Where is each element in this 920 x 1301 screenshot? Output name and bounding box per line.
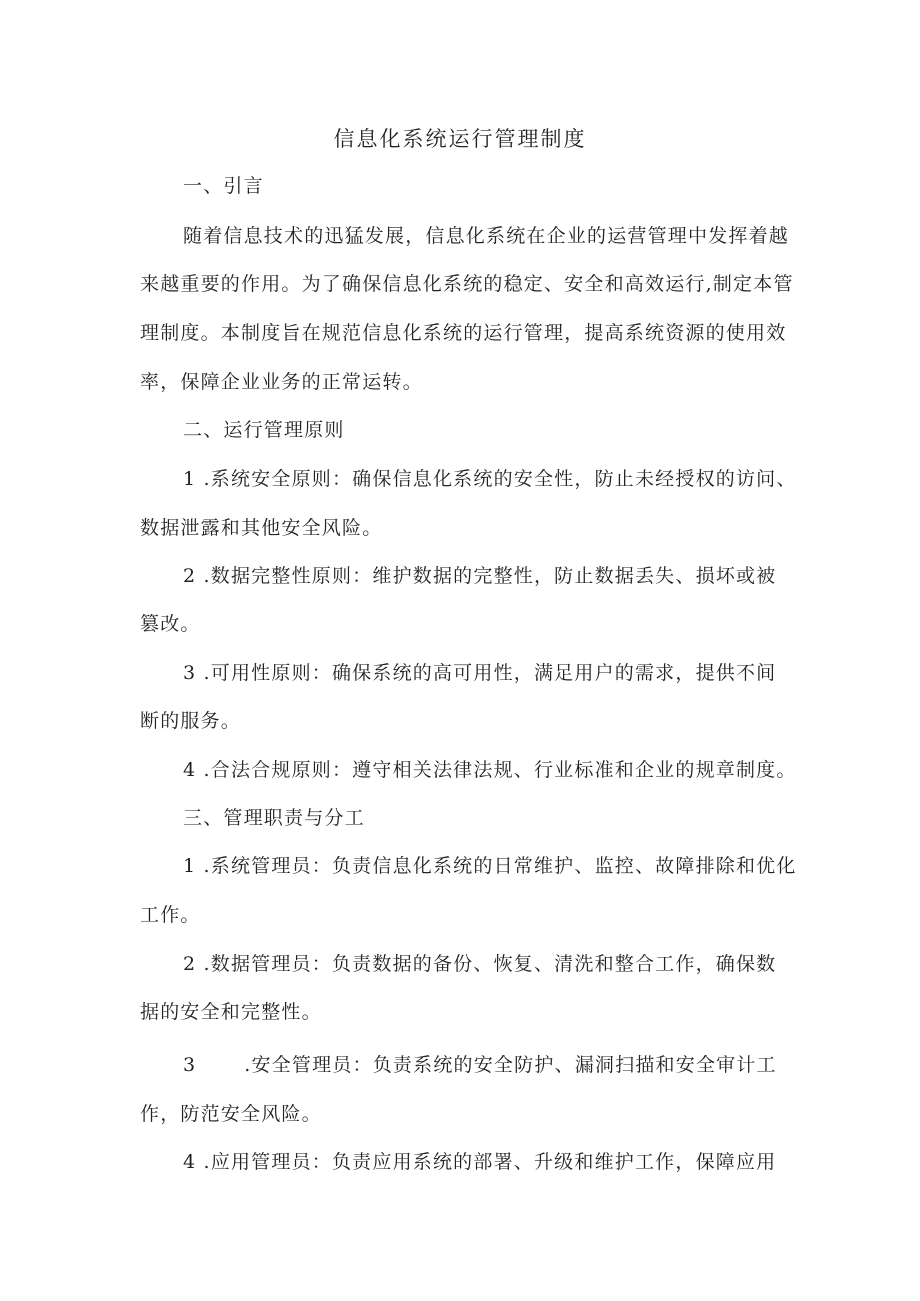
paragraph-line: 理制度。本制度旨在规范信息化系统的运行管理，提高系统资源的使用效 bbox=[140, 322, 787, 344]
list-item-line bbox=[183, 1052, 777, 1078]
list-item-text: .安全管理员：负责系统的安全防护、漏洞扫描和安全审计工 bbox=[244, 1054, 777, 1076]
section-heading-responsibilities: 三、管理职责与分工 bbox=[183, 807, 365, 829]
list-item-line: 1 .系统安全原则：确保信息化系统的安全性，防止未经授权的访问、 bbox=[183, 468, 797, 490]
list-item-line: 篡改。 bbox=[140, 613, 201, 635]
section-heading-introduction: 一、引言 bbox=[183, 175, 264, 197]
list-item-line: 数据泄露和其他安全风险。 bbox=[140, 517, 383, 539]
list-item-line: 2 .数据管理员：负责数据的备份、恢复、清洗和整合工作，确保数 bbox=[183, 953, 777, 975]
list-item-number: 3 bbox=[183, 1054, 197, 1076]
list-item-line: 4 .应用管理员：负责应用系统的部署、升级和维护工作，保障应用 bbox=[183, 1151, 777, 1173]
list-item-line: 工作。 bbox=[140, 904, 201, 926]
section-heading-principles: 二、运行管理原则 bbox=[183, 419, 345, 441]
list-item-line: 3 .可用性原则：确保系统的高可用性，满足用户的需求，提供不间 bbox=[183, 662, 777, 684]
paragraph-line: 率，保障企业业务的正常运转。 bbox=[140, 371, 423, 393]
paragraph-line: 随着信息技术的迅猛发展，信息化系统在企业的运营管理中发挥着越 bbox=[183, 225, 790, 247]
list-item-line: 据的安全和完整性。 bbox=[140, 1001, 322, 1023]
list-item-line: 2 .数据完整性原则：维护数据的完整性，防止数据丢失、损坏或被 bbox=[183, 565, 777, 587]
list-item-line: 4 .合法合规原则：遵守相关法律法规、行业标准和企业的规章制度。 bbox=[183, 759, 797, 781]
document-title: 信息化系统运行管理制度 bbox=[333, 127, 587, 151]
list-item-line: 1 .系统管理员：负责信息化系统的日常维护、监控、故障排除和优化 bbox=[183, 855, 797, 877]
list-item-line: 断的服务。 bbox=[140, 710, 242, 732]
list-item-line: 作，防范安全风险。 bbox=[140, 1103, 322, 1125]
paragraph-line: 来越重要的作用。为了确保信息化系统的稳定、安全和高效运行,制定本管 bbox=[140, 273, 794, 295]
